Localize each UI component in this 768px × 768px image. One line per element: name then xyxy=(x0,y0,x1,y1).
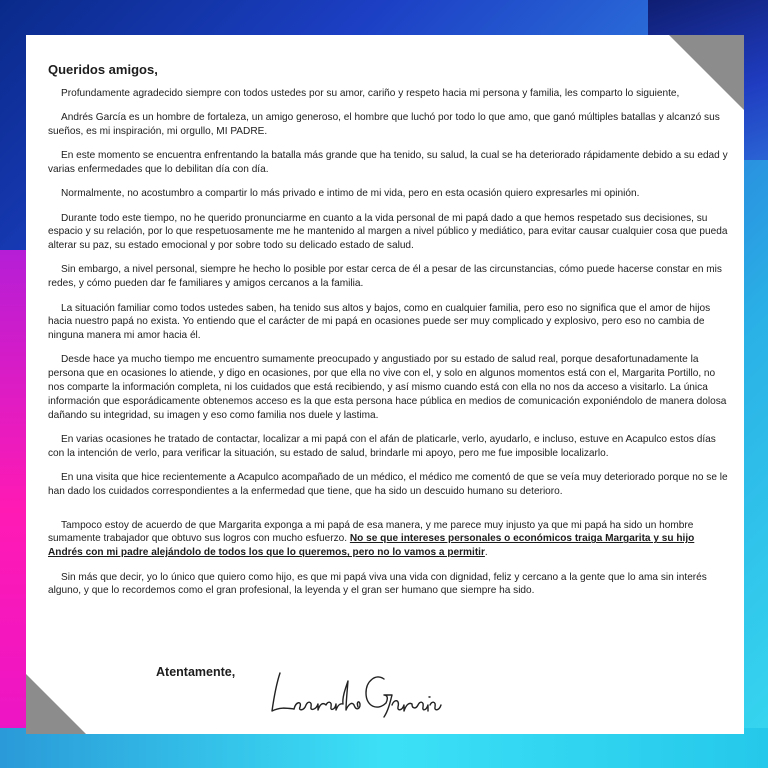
background-cyan-band xyxy=(0,728,768,768)
paragraph-1: Profundamente agradecido siempre con todos ustedes por su amor, cariño y respeto hacia mi persona y familia, les comparto lo siguiente, xyxy=(61,87,680,99)
paragraph-3: En este momento se encuentra enfrentando la batalla más grande que ha tenido, su salud, la cual se ha deteriorado rápidamente debido a su edad y varias enfermedades que lo debilitan día con día. xyxy=(48,150,728,175)
paragraph-6: Sin embargo, a nivel personal, siempre he hecho lo posible por estar cerca de él a pesar de las circunstancias, cómo puede hacerse constar en mis redes, y cómo pueden dar fe familiares y amigos cercanos a la familia. xyxy=(48,264,722,290)
paragraph-4: Normalmente, no acostumbro a compartir lo más privado e intimo de mi vida, pero en esta ocasión quiero expresarles mi opinión. xyxy=(61,188,640,200)
paragraph-10: En una visita que hice recientemente a Acapulco acompañado de un médico, el médico me comentó de que se veía muy deteriorado porque no se le han dado los cuidados correspondientes a la enfermedad que tiene, que ha sido un descuido humano su deterioro. xyxy=(48,472,728,497)
letter-closing: Atentamente, xyxy=(156,665,236,679)
paragraph-7: La situación familiar como todos ustedes saben, ha tenido sus altos y bajos, como en cualquier familia, pero eso no significa que el amor de hijos hacia nuestro papá no exista. Yo entiendo que el carácter de mi papá en ocasiones puede ser muy complicado y explosivo, pero eso no cambia de ninguna manera mi amor hacia él. xyxy=(48,302,711,342)
paragraph-5: Durante todo este tiempo, no he querido pronunciarme en cuanto a la vida personal de mi papá dado a que hemos respetado sus decisiones, su espacio y su relación, por lo que respetuosamente me he mantenido al margen a nivel público y mediático, para evitar causar cualquier cosa que pueda alterar su paz, su estado emocional y por sobre todo su delicado estado de salud. xyxy=(48,212,728,252)
letter-body xyxy=(48,63,730,609)
paragraph-11-emphasis: No se que intereses personales o económicos traiga Margarita y su hijo Andrés con mi padre alejándolo de todos los que lo queremos, pero no lo vamos a permitir xyxy=(48,533,695,559)
letter-greeting: Queridos amigos, xyxy=(48,62,158,77)
paragraph-12: Sin más que decir, yo lo único que quiero como hijo, es que mi papá viva una vida con dignidad, feliz y cercano a la gente que lo ama sin interés alguno, y que lo recordemos como el gran profesional, la leyenda y el gran ser humano que siempre ha sido. xyxy=(48,571,707,597)
paragraph-11 xyxy=(48,519,730,560)
paragraph-2: Andrés García es un hombre de fortaleza, un amigo generoso, el hombre que luchó por todo lo que amo, que ganó múltiples batallas y alcanzó sus sueños, es mi inspiración, mi orgullo, MI PADRE. xyxy=(48,112,720,137)
letter-paper xyxy=(26,35,744,734)
paragraph-11-period: . xyxy=(484,547,488,559)
paragraph-8: Desde hace ya mucho tiempo me encuentro sumamente preocupado y angustiado por su estado de salud real, porque desafortunadamente la persona que en ocasiones lo atiende, y digo en ocasiones, por que ella no vive con el, y solo en algunos momentos está con el, Margarita Portillo, no nos comparte la información completa, ni los cuidados que está recibiendo, y así mismo cuando está con ella no nos da acceso a visitarlo. La única información que esporádicamente obtenemos acceso es la que esta persona hace pública en medios de comunicación exponiéndolo de manera dolosa dañando su integridad, su imagen y eso como familia nos duele y lastima. xyxy=(48,354,727,421)
handwritten-signature xyxy=(266,667,446,719)
corner-fold-bottom-left xyxy=(26,674,86,734)
paragraph-9: En varias ocasiones he tratado de contactar, localizar a mi papá con el afán de platicarle, verlo, ayudarlo, e incluso, estuve en Acapulco estos días con la intención de verlo, para verificar la situación, su estado de salud, brindarle mi apoyo, pero me fue imposible localizarlo. xyxy=(48,433,716,459)
paragraph-11-text: Tampoco estoy de acuerdo de que Margarita exponga a mi papá de esa manera, y me parece muy injusto ya que mi papá ha sido un hombre sumamente trabajador que obtuvo sus logros con mucho esfuerzo. xyxy=(48,519,694,545)
